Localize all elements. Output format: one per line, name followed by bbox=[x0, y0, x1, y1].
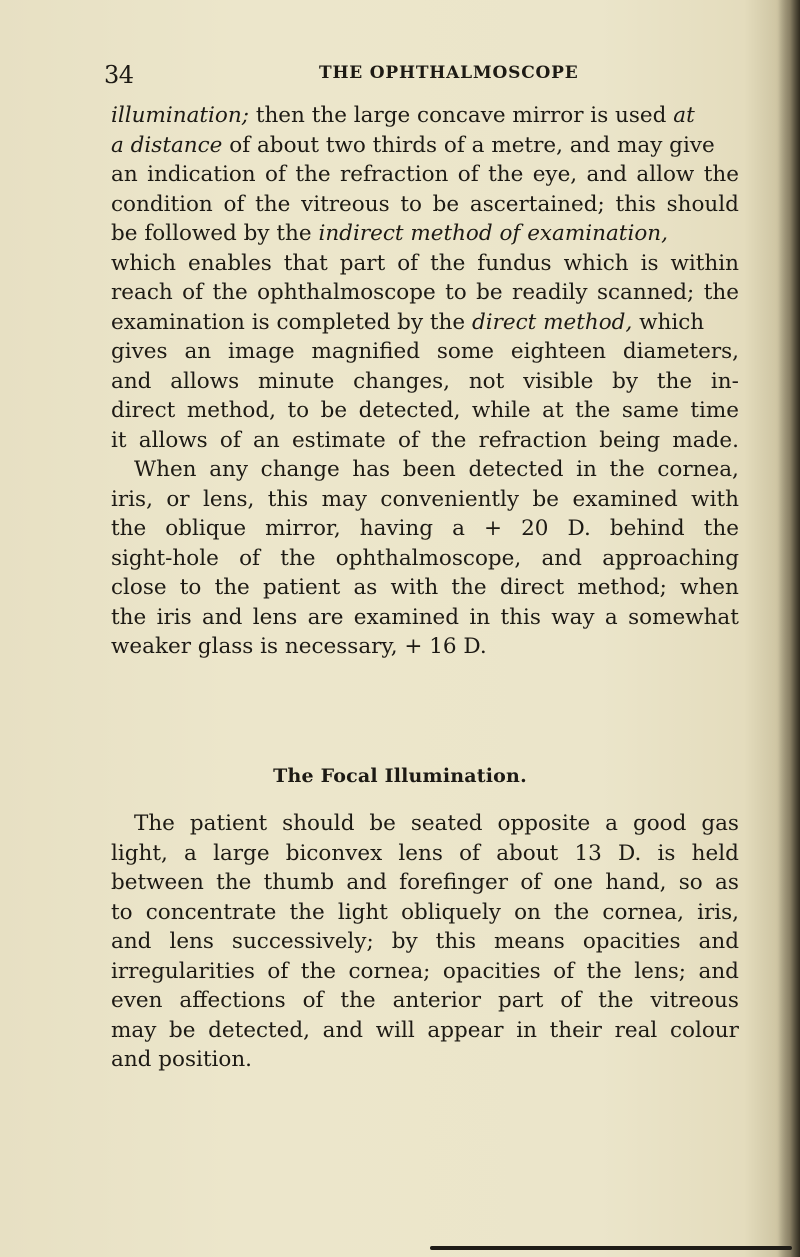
text-line: even affections of the anterior part of the vitreous bbox=[111, 988, 739, 1013]
text-span: examination is completed by the bbox=[111, 309, 466, 335]
text-span: which bbox=[639, 309, 705, 335]
text-span: then the large concave mirror is used bbox=[255, 103, 667, 128]
text-line: to concentrate the light obliquely on the cornea, iris, bbox=[111, 899, 739, 925]
text-line: iris, or lens, this may conveniently be examined with bbox=[111, 486, 739, 512]
paragraph-focal-illumination bbox=[111, 809, 739, 1075]
text-line: and allows minute changes, not visible by the in- bbox=[111, 368, 739, 394]
text-line: sight-hole of the ophthalmoscope, and approaching bbox=[111, 545, 739, 571]
text-line: condition of the vitreous to be ascertained; this should bbox=[111, 191, 739, 217]
page-gutter-shadow bbox=[778, 0, 800, 1257]
text-line: the iris and lens are examined in this way a somewhat bbox=[111, 604, 739, 630]
section-heading: The Focal Illumination. bbox=[273, 765, 527, 787]
text-span: a distance bbox=[111, 132, 223, 158]
text-line bbox=[111, 101, 739, 131]
text-line: it allows of an estimate of the refraction being made. bbox=[111, 427, 739, 453]
text-line: gives an image magnified some eighteen diameters, bbox=[111, 339, 739, 364]
text-line: direct method, to be detected, while at the same time bbox=[111, 398, 739, 423]
text-line bbox=[111, 219, 739, 249]
text-line: between the thumb and forefinger of one hand, so as bbox=[111, 870, 739, 895]
text-line: reach of the ophthalmoscope to be readily scanned; the bbox=[111, 280, 739, 305]
text-span: at bbox=[673, 103, 695, 128]
paragraph-ophthalmoscopic-methods bbox=[111, 101, 739, 662]
text-span: of about two thirds of a metre, and may give bbox=[229, 132, 715, 158]
text-line: and lens successively; by this means opacities and bbox=[111, 929, 739, 954]
text-line: the oblique mirror, having a + 20 D. behind the bbox=[111, 516, 739, 541]
text-line: close to the patient as with the direct method; when bbox=[111, 575, 739, 600]
text-span: be followed by the bbox=[111, 221, 312, 246]
page-edge-rule bbox=[430, 1246, 792, 1250]
text-line bbox=[111, 308, 739, 338]
text-line: an indication of the refraction of the eye, and allow the bbox=[111, 162, 739, 187]
text-span: indirect method of examination, bbox=[318, 221, 668, 246]
text-line: and position. bbox=[111, 1047, 253, 1072]
text-line: may be detected, and will appear in their real colour bbox=[111, 1017, 739, 1043]
text-span: illumination; bbox=[111, 103, 249, 128]
text-line bbox=[111, 131, 739, 161]
text-line: The patient should be seated opposite a good gas bbox=[134, 811, 739, 836]
text-line: weaker glass is necessary, + 16 D. bbox=[111, 634, 487, 659]
text-span: direct method, bbox=[471, 309, 633, 335]
page-number: 34 bbox=[104, 61, 134, 89]
text-line: light, a large biconvex lens of about 13 D. is held bbox=[111, 840, 739, 866]
text-line: irregularities of the cornea; opacities of the lens; and bbox=[111, 958, 739, 984]
text-line: When any change has been detected in the cornea, bbox=[134, 457, 739, 482]
running-head: THE OPHTHALMOSCOPE bbox=[319, 63, 579, 83]
text-line: which enables that part of the fundus which is within bbox=[111, 250, 739, 276]
